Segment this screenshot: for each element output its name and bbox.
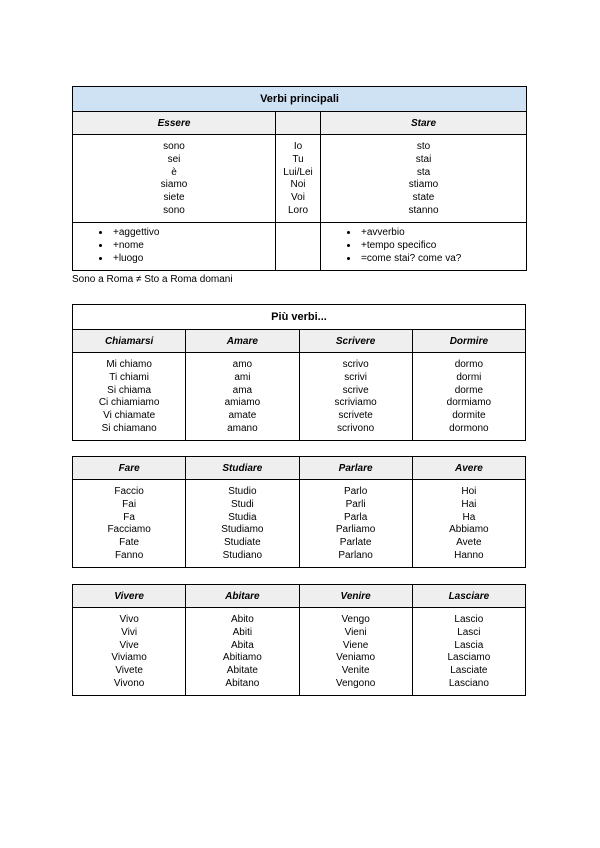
conjugation: sono — [163, 141, 185, 152]
conjugation: Vivono — [113, 677, 145, 689]
conjugation: amate — [228, 410, 257, 422]
conjugation: sto — [416, 141, 431, 152]
usage-note: • =come stai? come va? — [359, 253, 526, 266]
conjugation: sono — [163, 204, 185, 216]
conjugation: Venite — [341, 665, 370, 677]
stare-forms — [321, 135, 527, 223]
conjugation: Studiano — [222, 549, 263, 561]
usage-note: • +luogo — [111, 253, 275, 266]
usage-note: • +avverbio — [359, 227, 526, 240]
conjugation: ami — [234, 371, 251, 383]
conjugation: Lascio — [454, 614, 484, 625]
conjugation: Viviamo — [111, 652, 147, 664]
conjugation: Abita — [230, 639, 254, 651]
verb-header: Chiamarsi — [73, 330, 186, 353]
pronoun-column — [276, 135, 321, 223]
conjugation: Abitate — [226, 665, 258, 677]
verb-forms — [73, 608, 186, 696]
verb-forms — [412, 608, 525, 696]
conjugation: amano — [227, 422, 258, 434]
conjugation: Studio — [228, 486, 257, 497]
pronoun: Loro — [287, 204, 308, 216]
conjugation: Si chiamano — [101, 422, 157, 434]
conjugation: stiamo — [408, 179, 439, 191]
conjugation: amiamo — [224, 397, 261, 409]
verb-forms — [412, 353, 525, 441]
conjugation: Viene — [342, 639, 369, 651]
conjugation: dormite — [452, 410, 486, 422]
pronoun-header — [276, 112, 321, 135]
conjugation: Abito — [230, 614, 254, 625]
essere-usage-notes — [73, 223, 276, 271]
verb-header: Studiare — [186, 457, 299, 480]
conjugation: Fanno — [114, 549, 144, 561]
conjugation: Vivete — [115, 665, 143, 677]
conjugation: Fa — [123, 511, 135, 523]
conjugation: Fai — [122, 498, 137, 510]
verb-forms — [186, 480, 299, 568]
example-note: Sono a Roma ≠ Sto a Roma domani — [72, 274, 233, 285]
essere-forms — [73, 135, 276, 223]
conjugation: Avete — [456, 537, 482, 549]
empty-cell — [276, 223, 321, 271]
verb-forms — [299, 608, 412, 696]
conjugation: stai — [415, 153, 432, 165]
conjugation: è — [171, 166, 177, 178]
conjugation: Abbiamo — [449, 524, 489, 536]
more-verbs-title: Più verbi... — [73, 305, 526, 330]
conjugation: sei — [167, 153, 181, 165]
conjugation: Faccio — [114, 486, 144, 497]
verb-header: Scrivere — [299, 330, 412, 353]
conjugation: Ci chiamiamo — [98, 397, 160, 409]
conjugation: dormi — [456, 371, 482, 383]
usage-note: • +tempo specifico — [359, 240, 526, 253]
conjugation: Lasciano — [448, 677, 489, 689]
conjugation: scrivo — [342, 359, 369, 370]
conjugation: siete — [163, 192, 185, 204]
conjugation: Lascia — [454, 639, 484, 651]
verb-header: Lasciare — [412, 585, 525, 608]
conjugation: scrivono — [337, 422, 375, 434]
verb-forms — [73, 480, 186, 568]
essere-header: Essere — [73, 112, 276, 135]
main-table-title: Verbi principali — [73, 87, 527, 112]
conjugation: Studi — [230, 498, 254, 510]
verb-header: Parlare — [299, 457, 412, 480]
conjugation: scrivete — [338, 410, 373, 422]
conjugation: Abiti — [232, 626, 253, 638]
conjugation: dormono — [449, 422, 489, 434]
conjugation: Parla — [343, 511, 368, 523]
verb-header: Amare — [186, 330, 299, 353]
verb-forms — [73, 353, 186, 441]
pronoun: Noi — [290, 179, 306, 191]
conjugation: Abitiamo — [222, 652, 262, 664]
conjugation: Parlano — [338, 549, 373, 561]
conjugation: Lasciamo — [447, 652, 491, 664]
stare-usage-notes — [321, 223, 527, 271]
conjugation: Parlate — [339, 537, 372, 549]
conjugation: dormo — [454, 359, 484, 370]
more-verbs-table-3 — [72, 584, 526, 696]
more-verbs-table-2 — [72, 456, 526, 568]
pronoun: Tu — [292, 153, 304, 165]
conjugation: Parli — [345, 498, 366, 510]
conjugation: Vivi — [121, 626, 138, 638]
conjugation: Hai — [461, 498, 477, 510]
usage-note: • +nome — [111, 240, 275, 253]
conjugation: Vi chiamate — [103, 410, 156, 422]
pronoun: Lui/Lei — [283, 166, 313, 178]
conjugation: Lasci — [457, 626, 481, 638]
main-verbs-table — [72, 86, 527, 271]
conjugation: dormiamo — [446, 397, 492, 409]
conjugation: Studia — [228, 511, 257, 523]
conjugation: Ha — [462, 511, 476, 523]
verb-forms — [186, 608, 299, 696]
conjugation: sta — [416, 166, 431, 178]
conjugation: Veniamo — [336, 652, 376, 664]
conjugation: Parlo — [343, 486, 368, 497]
verb-header: Abitare — [186, 585, 299, 608]
conjugation: ama — [232, 384, 253, 396]
verb-header: Venire — [299, 585, 412, 608]
conjugation: Abitano — [225, 677, 260, 689]
conjugation: Hanno — [454, 549, 484, 561]
verb-forms — [412, 480, 525, 568]
conjugation: Studiamo — [221, 524, 264, 536]
conjugation: Mi chiamo — [106, 359, 152, 370]
conjugation: Parliamo — [335, 524, 376, 536]
conjugation: Lasciate — [450, 665, 488, 677]
conjugation: Vengo — [341, 614, 370, 625]
more-verbs-table-1 — [72, 304, 526, 441]
conjugation: Vengono — [335, 677, 376, 689]
usage-note: • +aggettivo — [111, 227, 275, 240]
conjugation: scrive — [342, 384, 369, 396]
conjugation: stanno — [408, 204, 439, 216]
verb-forms — [299, 353, 412, 441]
pronoun: Voi — [291, 192, 305, 204]
pronoun: Io — [293, 141, 303, 152]
conjugation: Facciamo — [107, 524, 151, 536]
conjugation: Si chiama — [107, 384, 152, 396]
conjugation: dorme — [454, 384, 484, 396]
verb-forms — [186, 353, 299, 441]
conjugation: scriviamo — [334, 397, 377, 409]
conjugation: Ti chiami — [109, 371, 149, 383]
conjugation: Vive — [119, 639, 139, 651]
conjugation: amo — [232, 359, 253, 370]
conjugation: Hoi — [461, 486, 477, 497]
conjugation: Fate — [119, 537, 140, 549]
stare-header: Stare — [321, 112, 527, 135]
conjugation: Vivo — [119, 614, 139, 625]
conjugation: scrivi — [344, 371, 368, 383]
verb-header: Vivere — [73, 585, 186, 608]
conjugation: Vieni — [344, 626, 367, 638]
conjugation: state — [412, 192, 435, 204]
verb-header: Fare — [73, 457, 186, 480]
conjugation: Studiate — [224, 537, 261, 549]
verb-header: Dormire — [412, 330, 525, 353]
verb-forms — [299, 480, 412, 568]
conjugation: siamo — [160, 179, 188, 191]
verb-header: Avere — [412, 457, 525, 480]
